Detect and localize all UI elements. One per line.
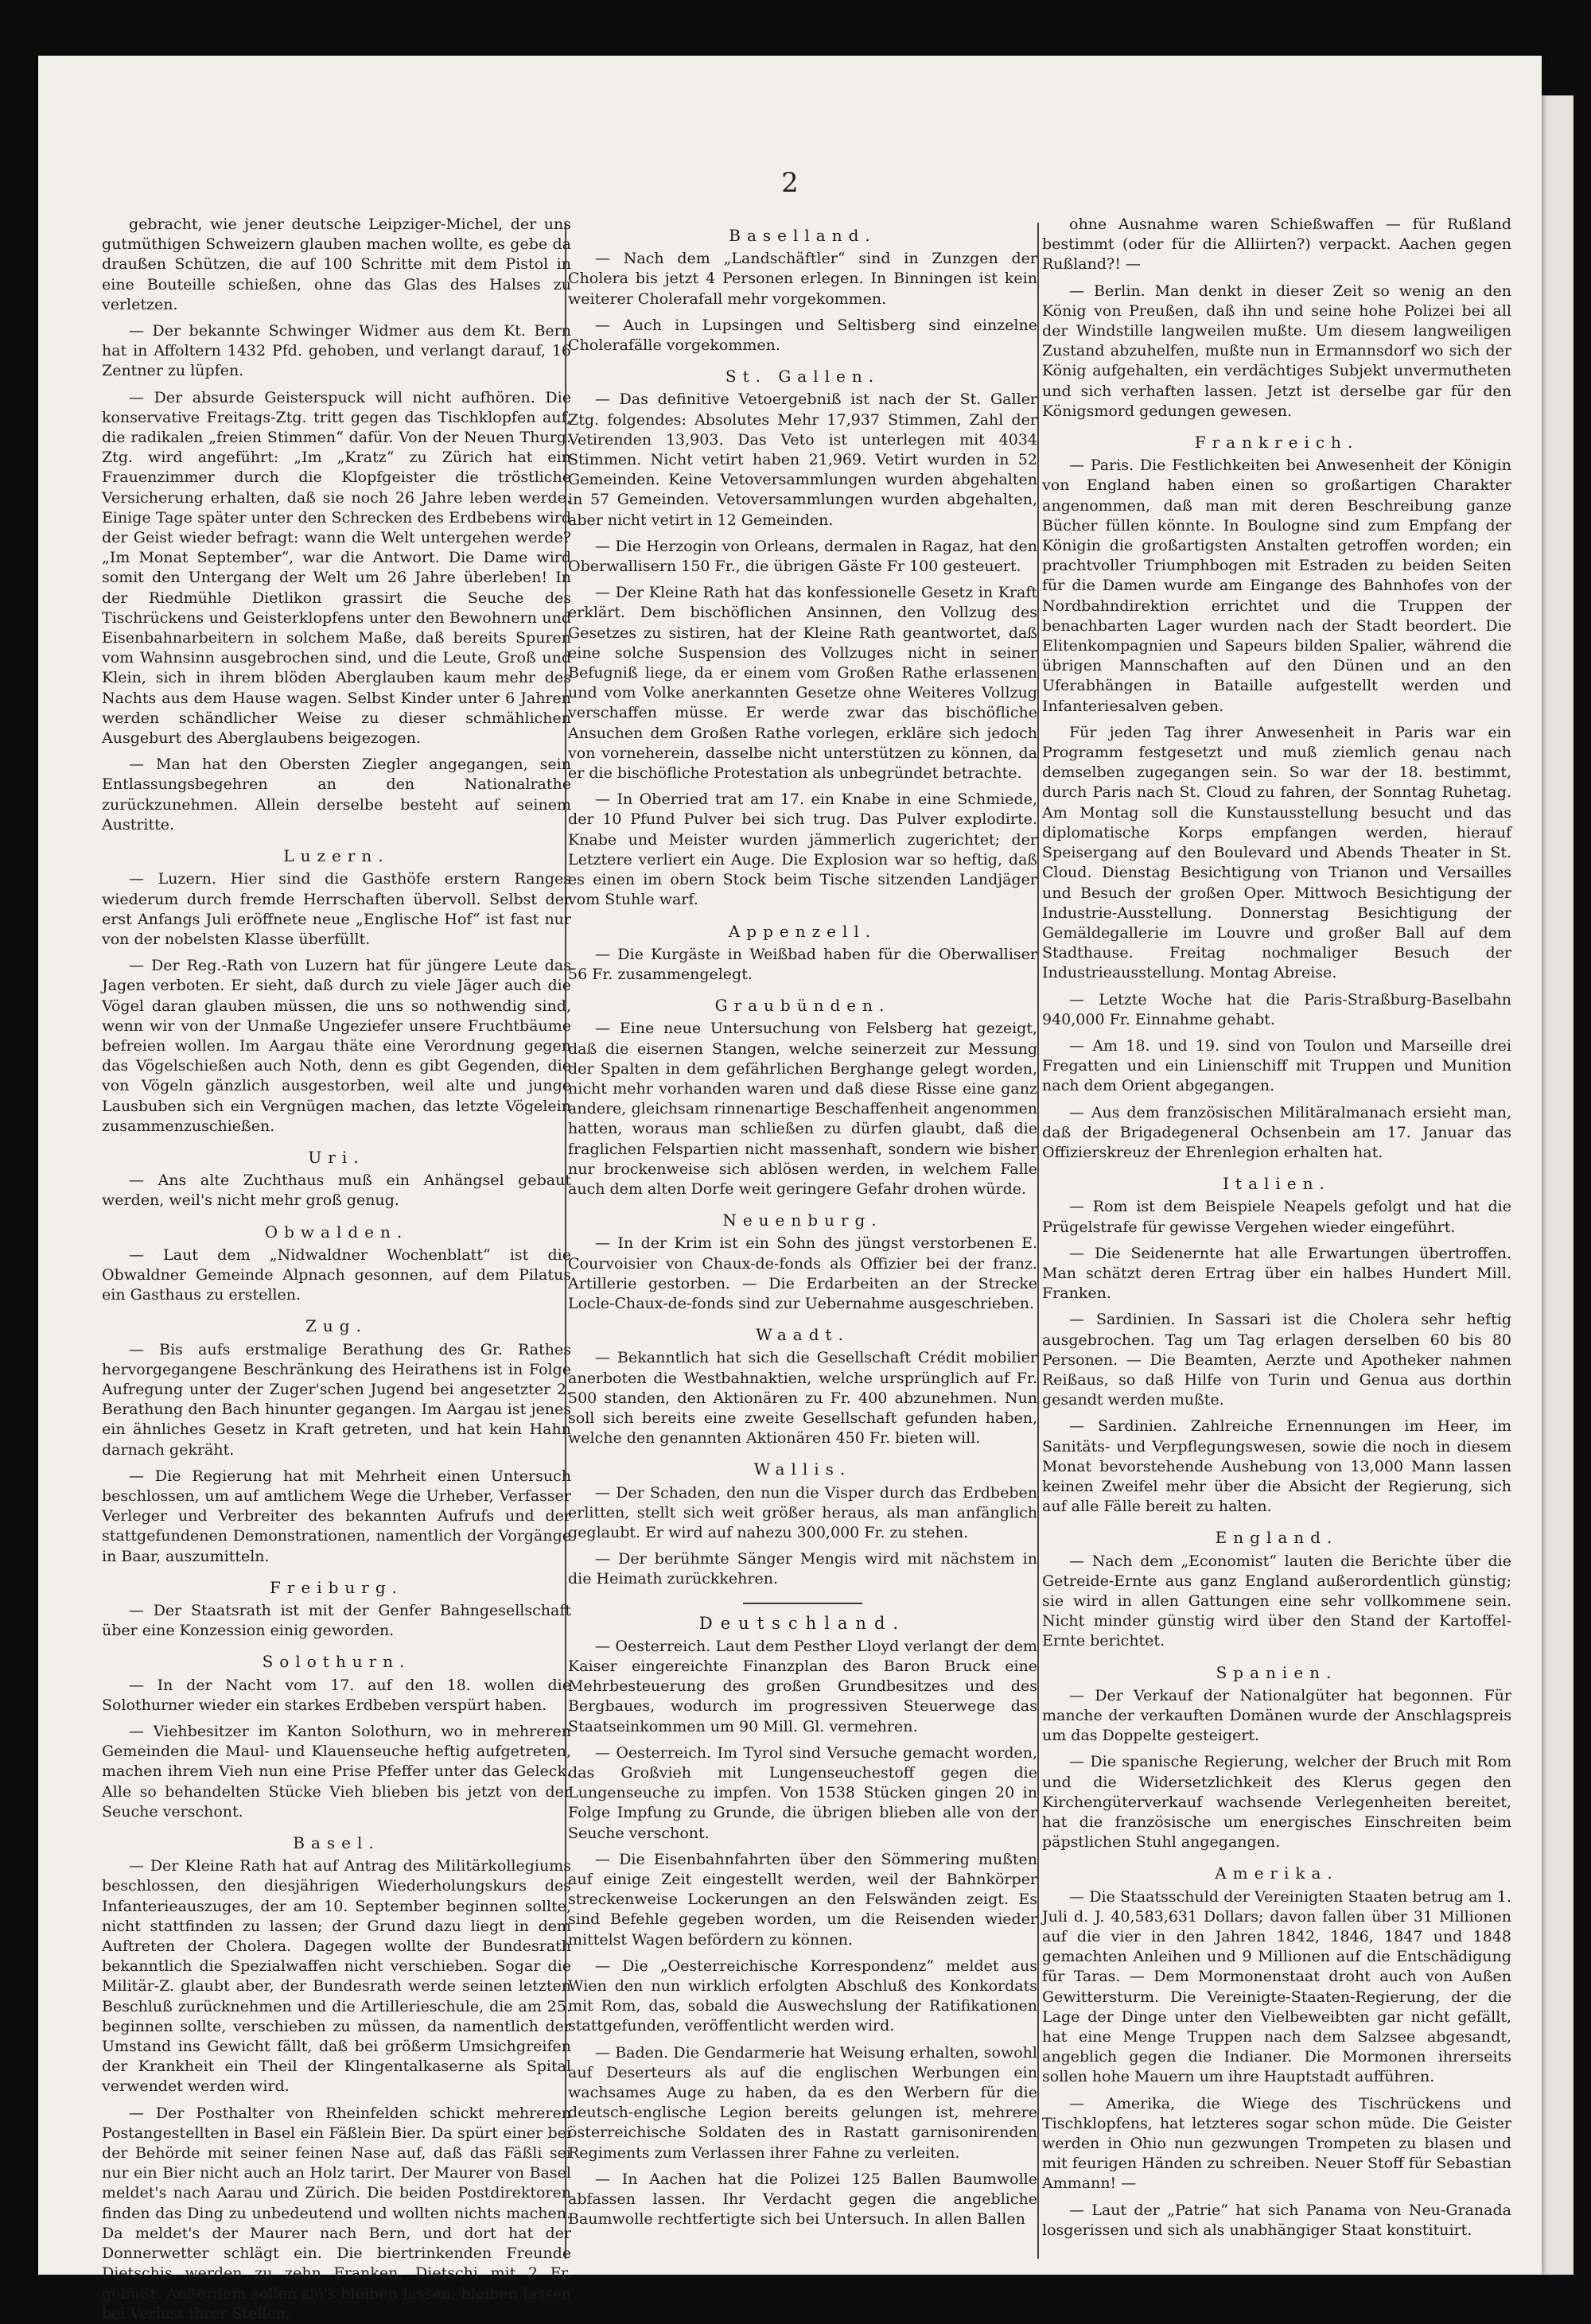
article-paragraph: — In Aachen hat die Polizei 125 Ballen Baumwolle abfassen lassen. Ihr Verdacht gegen die angebliche Baumwolle rechtfertigte sich bei Untersuch. In allen Ballen <box>568 2170 1037 2229</box>
article-paragraph: — Paris. Die Festlichkeiten bei Anwesenheit der Königin von England haben einen so großartigen Charakter angenommen, daß man mit deren Beschreibung ganze Bücher füllen könnte. In Boulogne sind zum Empfang der Königin die großartigsten Anstalten getroffen worden; ein prachtvoller Triumphbogen mit Estraden zu beiden Seiten für die Damen wurde am Eingange des Bahnhofes von der Nordbahndirektion errichtet und die Truppen der benachbarten Lager wurden nach der Stadt beordert. Die Elitenkompagnien und Sapeurs bilden Spalier, während die übrigen Mannschaften auf den Dünen und an den Uferabhängen in Bataille aufgestellt werden und Infanteriesalven geben. <box>1042 457 1511 715</box>
article-paragraph: ohne Ausnahme waren Schießwaffen — für Rußland bestimmt (oder für die Alliirten?) verpackt. Aachen gegen Rußland?! — <box>1042 216 1511 274</box>
article-paragraph: — Ans alte Zuchthaus muß ein Anhängsel gebaut werden, weil's nicht mehr groß genug. <box>102 1172 571 1210</box>
section-heading: England. <box>1215 1528 1339 1548</box>
column-3 <box>1042 215 1511 2259</box>
section-heading: Obwalden. <box>264 1222 409 1242</box>
article-paragraph: — Das definitive Vetoergebniß ist nach der St. Galler Ztg. folgendes: Absolutes Mehr 17,937 Stimmen, Zahl der Vetirenden 13,903. Das Veto ist unterlegen mit 4034 Stimmen. Nicht vetirt haben 21,969. Vetirt wurden in 52 Gemeinden. Keine Vetoversammlungen wurden abgehalten in 57 Gemeinden. Vetoversammlungen wurden abgehalten, aber nicht vetirt in 12 Gemeinden. <box>568 391 1037 529</box>
section-heading: Frankreich. <box>1194 433 1360 453</box>
article-paragraph: — Der absurde Geisterspuck will nicht aufhören. Die konservative Freitags-Ztg. tritt gegen das Tischklopfen auf, die radikalen „freien Stimmen“ dafür. Von der Neuen Thurg. Ztg. wird angeführt: „Im „Kratz“ zu Zürich hat ein Frauenzimmer durch die Klopfgeister die tröstliche Versicherung erhalten, daß sie noch 26 Jahre leben werde. Einige Tage später unter den Schrecken des Erdbebens wird der Geist wieder befragt: wann die Welt untergehen werde? „Im Monat September“, war die Antwort. Die Dame wird somit den Untergang der Welt um 26 Jahre überleben! In der Riedmühle Dietlikon grassirt die Seuche des Tischrückens und Geisterklopfens unter den Bewohnern und Eisenbahnarbeitern in solchem Maße, daß bereits Spuren vom Wahnsinn ausgebrochen sind, und die Leute, Groß und Klein, sich in ihrem blöden Aberglauben kaum mehr des Nachts aus dem Hause wagen. Selbst Kinder unter 6 Jahren werden schändlicher Weise zu dieser schmählichen Ausgeburt des Aberglaubens beigezogen. <box>102 388 571 748</box>
article-paragraph: — Luzern. Hier sind die Gasthöfe erstern Ranges wiederum durch fremde Herrschaften übervoll. Selbst der erst Anfangs Juli eröffnete neue „Englische Hof“ ist fast nur von der nobelsten Klasse überfüllt. <box>102 870 571 948</box>
article-paragraph: — Der Staatsrath ist mit der Genfer Bahngesellschaft über eine Konzession einig geworden. <box>102 1602 571 1640</box>
section-heading: Appenzell. <box>728 921 877 941</box>
section-heading: Uri. <box>308 1147 365 1167</box>
article-paragraph: — Die Eisenbahnfahrten über den Sömmering mußten auf einige Zeit eingestellt werden, weil der Bahnkörper streckenweise Lockerungen an den Felswänden zeigt. Es sind Befehle gegeben worden, um die Reisenden wieder mittelst Wagen befördern zu können. <box>568 1850 1037 1949</box>
article-paragraph: — Eine neue Untersuchung von Felsberg hat gezeigt, daß die eisernen Stangen, welche seinerzeit zur Messung der Spalten in dem gefährlichen Berghange gelegt worden, nicht mehr vorhanden waren und daß diese Risse eine ganz andere, gleichsam rinnenartige Beschaffenheit angenommen hatten, woraus man schließen zu dürfen glaubt, daß die fraglichen Felspartien nicht massenhaft, sondern wie bisher nur brockenweise sich ablösen werden, in welchem Falle auch dem alten Dorfe weit geringere Gefahr drohen würde. <box>568 1020 1037 1198</box>
section-heading: Graubünden. <box>714 996 891 1016</box>
article-paragraph: — Oesterreich. Im Tyrol sind Versuche gemacht worden, das Großvieh mit Lungenseuchestoff gegen die Lungenseuche zu impfen. Von 1538 Stücken gingen 20 in Folge Impfung zu Grunde, die übrigen blieben alle von der Seuche verschont. <box>568 1743 1037 1842</box>
page-number: 2 <box>781 167 799 199</box>
article-paragraph: — Die „Oesterreichische Korrespondenz“ meldet aus Wien den nun wirklich erfolgten Abschluß des Konkordats mit Rom, das, sobald die Auswechslung der Ratifikationen stattgefunden, veröffentlicht werden wird. <box>568 1957 1037 2035</box>
section-heading: Waadt. <box>756 1325 850 1345</box>
article-paragraph: — Die Staatsschuld der Vereinigten Staaten betrug am 1. Juli d. J. 40,583,631 Dollars; davon fallen über 31 Millionen auf die vier in den Jahren 1842, 1846, 1847 und 1848 gemachten Anleihen und 9 Millionen auf die Entschädigung für Taras. — Dem Mormonenstaat droht auch von Außen Gewittersturm. Die Vereinigte-Staaten-Regierung, der die Lage der Dinge unter den Vielbeweibten gar nicht gefällt, hat eine Menge Truppen nach dem Salzsee abgesandt, angeblich gegen die Indianer. Die Mormonen ihrerseits sollen hohe Mauern um ihre Hauptstadt aufführen. <box>1042 1887 1511 2086</box>
column-2 <box>568 215 1037 2259</box>
article-paragraph: — Baden. Die Gendarmerie hat Weisung erhalten, sowohl auf Deserteurs als auf die englischen Werbungen ein wachsames Auge zu haben, da es den Werbern für die deutsch-englische Legion bereits gelungen ist, mehrere österreichische Soldaten des in Rastatt garnisonirenden Regiments zum Verlassen ihrer Fahne zu verleiten. <box>568 2043 1037 2162</box>
article-paragraph: — Nach dem „Economist“ lauten die Berichte über die Getreide-Ernte aus ganz England außerordentlich günstig; sie wird in allen Gattungen eine sehr vollkommene sein. Nicht minder günstig wird über den Stand der Kartoffel-Ernte berichtet. <box>1042 1552 1511 1650</box>
section-heading: Solothurn. <box>262 1652 411 1672</box>
article-paragraph: — Aus dem französischen Militäralmanach ersieht man, daß der Brigadegeneral Ochsenbein am 17. Januar das Offizierskreuz der Ehrenlegion erhalten hat. <box>1042 1103 1511 1161</box>
article-paragraph: — Viehbesitzer im Kanton Solothurn, wo in mehreren Gemeinden die Maul- und Klauenseuche heftig aufgetreten, machen ihrem Vieh nun eine Prise Pfeffer unter das Geleck. Alle so behandelten Stücke Vieh blieben bis jetzt von der Seuche verschont. <box>102 1723 571 1821</box>
article-paragraph: — Der berühmte Sänger Mengis wird mit nächstem in die Heimath zurückkehren. <box>568 1550 1037 1588</box>
article-paragraph: — Der Kleine Rath hat auf Antrag des Militärkollegiums beschlossen, den diesjährigen Wiederholungskurs des Infanterieauszuges, der am 10. September beginnen sollte, nicht stattfinden zu lassen; der Grund dazu liegt in dem Auftreten der Cholera. Dagegen wollte der Bundesrath bekanntlich die Spezialwaffen nicht verschieben. Sogar die Militär-Z. glaubt aber, der Bundesrath werde seinen letzten Beschluß zurücknehmen und die Artillerieschule, die am 25. beginnen sollte, verschieben zu müssen, da namentlich der Umstand ins Gewicht fällt, daß bei größerm Umsichgreifen der Krankheit ein Theil der Klingentalkaserne als Spital verwendet werden wird. <box>102 1857 571 2096</box>
article-paragraph: — Auch in Lupsingen und Seltisberg sind einzelne Cholerafälle vorgekommen. <box>568 316 1037 355</box>
article-paragraph: — Die Herzogin von Orleans, dermalen in Ragaz, hat den Oberwallisern 150 Fr., die übrigen Gäste Fr 100 gesteuert. <box>568 537 1037 576</box>
section-heading: Spanien. <box>1216 1662 1338 1682</box>
column-1 <box>102 215 571 2322</box>
article-paragraph: — Bekanntlich hat sich die Gesellschaft Crédit mobilier anerboten die Westbahnaktien, welche ursprünglich auf Fr. 500 standen, den Aktionären zu Fr. 400 abzunehmen. Nun soll sich bereits eine zweite Gesellschaft gefunden haben, welche den genannten Aktionären 450 Fr. bieten will. <box>568 1349 1037 1448</box>
article-paragraph: — Sardinien. Zahlreiche Ernennungen im Heer, im Sanitäts- und Verpflegungswesen, sowie die noch in diesem Monat bevorstehende Aushebung von 13,000 Mann lassen keinen Zweifel mehr über die Absicht der Regierung, sich auf alle Fälle bereit zu halten. <box>1042 1417 1511 1516</box>
section-heading: Neuenburg. <box>722 1211 883 1230</box>
article-paragraph: — Der Kleine Rath hat das konfessionelle Gesetz in Kraft erklärt. Dem bischöflichen Ansinnen, den Vollzug des Gesetzes zu sistiren, hat der Kleine Rath geantwortet, daß eine solche Suspension des Vollzuges nicht in seiner Befugniß liege, da er einem vom Großen Rathe erlassenen und vom Volke anerkannten Gesetze ohne Weiteres Vollzug verschaffen müsse. Er werde zwar das bischöfliche Ansuchen dem Großen Rathe vorlegen, erkläre sich jedoch von vorneherein, dasselbe nicht unterstützen zu können, da er die bischöfliche Protestation als unbegründet betrachte. <box>568 584 1037 783</box>
article-paragraph: — Rom ist dem Beispiele Neapels gefolgt und hat die Prügelstrafe für gewisse Vergehen wieder eingeführt. <box>1042 1198 1511 1236</box>
article-paragraph: — Berlin. Man denkt in dieser Zeit so wenig an den König von Preußen, daß ihn und seine hohe Polizei bei all der Windstille langweilen mußte. Um diesem langweiligen Zustand abzuhelfen, mußte nun in Ermannsdorf wo sich der König aufgehalten, ein verdächtiges Subjekt unvermutheten und sich verhaften lassen. Jetzt ist derselbe gar für den Königsmord gedungen gewesen. <box>1042 282 1511 420</box>
article-paragraph: — Der Schaden, den nun die Visper durch das Erdbeben erlitten, stellt sich weit größer heraus, als man anfänglich geglaubt. Er wird auf nahezu 300,000 Fr. zu stehen. <box>568 1483 1037 1541</box>
article-paragraph: — Nach dem „Landschäftler“ sind in Zunzgen der Cholera bis jetzt 4 Personen erlegen. In Binningen ist kein weiterer Cholerafall mehr vorgekommen. <box>568 250 1037 308</box>
section-heading: Luzern. <box>283 846 390 866</box>
article-paragraph: gebracht, wie jener deutsche Leipziger-Michel, der uns gutmüthigen Schweizern glauben machen wollte, es gebe da draußen Schützen, die auf 100 Schritte mit dem Pistol in eine Bouteille schießen, ohne das Glas des Halses zu verletzen. <box>102 216 571 313</box>
section-heading: St. Gallen. <box>725 367 881 387</box>
section-heading: Amerika. <box>1215 1863 1339 1883</box>
column-rule <box>1037 223 1039 2259</box>
section-heading: Baselland. <box>729 226 877 245</box>
article-paragraph: — Die Kurgäste in Weißbad haben für die Oberwalliser 56 Fr. zusammengelegt. <box>568 945 1037 983</box>
article-paragraph: Für jeden Tag ihrer Anwesenheit in Paris war ein Programm festgesetzt und muß ziemlich genau nach demselben zugegangen sein. So war der 18. bestimmt, durch Paris nach St. Cloud zu fahren, der Sonntag Ruhetag. Am Montag soll die Kunstausstellung besucht und das diplomatische Korps empfangen werden, hierauf Speisergang auf den Boulevard und Abends Theater in St. Cloud. Dienstag Besichtigung von Trianon und Versailles und Besuch der großen Oper. Mittwoch Besichtigung der Industrie-Ausstellung. Donnerstag Besichtigung der Gemäldegallerie im Louvre und großer Ball auf dem Stadthause. Freitag nochmaliger Besuch der Industrieausstellung. Montag Abreise. <box>1042 723 1511 982</box>
article-paragraph: — Laut dem „Nidwaldner Wochenblatt“ ist die Obwaldner Gemeinde Alpnach gesonnen, auf dem Pilatus ein Gasthaus zu erstellen. <box>102 1246 571 1304</box>
article-paragraph: — Der Posthalter von Rheinfelden schickt mehreren Postangestellten in Basel ein Fäßlein Bier. Da spürt einer bei der Behörde mit seiner feinen Nase auf, daß das Fäßli sei nur ein Bier nicht auch an Holz tarirt. Der Maurer von Basel meldet's nach Aarau und Zürich. Die beiden Postdirektoren finden das Ding zu unbedeutend und wollten nichts machen. Da meldet's der Maurer nach Bern, und dort hat der Donnerwetter schlägt ein. Die biertrinkenden Freunde Dietschis werden zu zehn Franken, Dietschi mit 2 Fr. gebüßt. Außerdem sollen sie's bleiben lassen, bleiben lassen bei Verlust ihrer Stellen. <box>102 2104 571 2322</box>
section-heading: Italien. <box>1223 1174 1331 1194</box>
article-paragraph: — Der Verkauf der Nationalgüter hat begonnen. Für manche der verkauften Domänen wurde der Anschlagspreis um das Doppelte gesteigert. <box>1042 1686 1511 1745</box>
article-paragraph: — Die Seidenernte hat alle Erwartungen übertroffen. Man schätzt deren Ertrag über ein halbes Hundert Mill. Franken. <box>1042 1244 1511 1303</box>
article-paragraph: — Der Reg.-Rath von Luzern hat für jüngere Leute das Jagen verboten. Er sieht, daß durch zu viele Jäger auch die Vögel daran glauben müssen, die uns so nothwendig sind, wenn wir von der Unmaße Ungeziefer unsere Fruchtbäume befreien wollen. Im Aargau thäte eine Verordnung gegen das Vögelschießen auch Noth, denn es gibt Gegenden, die von Vögeln gänzlich ausgestorben, weil alte und junge Lausbuben sich ein Vergnügen machen, das letzte Vögelein zusammenzuschießen. <box>102 957 571 1135</box>
article-paragraph: — Bis aufs erstmalige Berathung des Gr. Rathes hervorgegangene Beschränkung des Heirathens ist in Folge Aufregung unter der Zuger'schen Jugend bei angesetzter 2. Berathung den Bach hinunter gegangen. Im Aargau ist jenes ein ähnliches Gesetz in Kraft getreten, und hat kein Hahn darnach gekräht. <box>102 1340 571 1459</box>
article-paragraph: — In der Krim ist ein Sohn des jüngst verstorbenen E. Courvoisier von Chaux-de-fonds als Offizier bei der franz. Artillerie gestorben. — Die Erdarbeiten an der Strecke Locle-Chaux-de-fonds sind zur Uebernahme ausgeschrieben. <box>568 1234 1037 1312</box>
section-heading: Deutschland. <box>698 1613 907 1633</box>
newspaper-page <box>38 56 1542 2322</box>
article-paragraph: — Der bekannte Schwinger Widmer aus dem Kt. Bern hat in Affoltern 1432 Pfd. gehoben, und verlangt darauf, 16 Zentner zu lüpfen. <box>102 322 571 380</box>
section-heading: Wallis. <box>753 1459 852 1479</box>
section-heading: Zug. <box>305 1316 368 1336</box>
article-paragraph: — Die spanische Regierung, welcher der Bruch mit Rom und die Widersetzlichkeit des Klerus gegen den Kirchengüterverkauf wachsende Verlegenheiten bereitet, hat die französische um energisches Einschreiten beim päpstlichen Stuhl angegangen. <box>1042 1753 1511 1852</box>
article-paragraph: — Die Regierung hat mit Mehrheit einen Untersuch beschlossen, um auf amtlichem Wege die Urheber, Verfasser Verleger und Verbreiter des bekannten Aufrufs und der stattgefundenen Demonstrationen, namentlich der Vorgänge in Baar, auszumitteln. <box>102 1467 571 1565</box>
article-paragraph: — In der Nacht vom 17. auf den 18. wollen die Solothurner wieder ein starkes Erdbeben verspürt haben. <box>102 1676 571 1714</box>
article-paragraph: — Letzte Woche hat die Paris-Straßburg-Baselbahn 940,000 Fr. Einnahme gehabt. <box>1042 990 1511 1028</box>
article-paragraph: — Am 18. und 19. sind von Toulon und Marseille drei Fregatten und ein Linienschiff mit Truppen und Munition nach dem Orient abgegangen. <box>1042 1036 1511 1095</box>
section-heading: Basel. <box>293 1833 380 1853</box>
article-paragraph: — Laut der „Patrie“ hat sich Panama von Neu-Granada losgerissen und sich als unabhängiger Staat konstituirt. <box>1042 2201 1511 2239</box>
article-paragraph: — In Oberried trat am 17. ein Knabe in eine Schmiede, der 10 Pfund Pulver bei sich trug. Das Pulver explodirte. Knabe und Meister wurden jämmerlich zugerichtet; der Letztere verliert ein Auge. Die Explosion war so heftig, daß es einen im obern Stock beim Tische sitzenden Landjäger vom Stuhle warf. <box>568 791 1037 909</box>
section-separator <box>743 1603 862 1604</box>
article-paragraph: — Sardinien. In Sassari ist die Cholera sehr heftig ausgebrochen. Tag um Tag erlagen derselben 60 bis 80 Personen. — Die Beamten, Aerzte und Apotheker nahmen Reißaus, so daß Hilfe von Turin und Genua aus dorthin gesandt werden mußte. <box>1042 1311 1511 1409</box>
section-heading: Freiburg. <box>269 1577 404 1597</box>
article-paragraph: — Amerika, die Wiege des Tischrückens und Tischklopfens, hat letzteres sogar schon müde. Die Geister werden in Ohio nun gezwungen Trompeten zu blasen und mit feurigen Händen zu schreiben. Neuer Stoff für Sebastian Ammann! — <box>1042 2094 1511 2193</box>
article-paragraph: — Oesterreich. Laut dem Pesther Lloyd verlangt der dem Kaiser eingereichte Finanzplan des Baron Bruck eine Mehrbesteuerung des großen Grundbesitzes und des Bergbaues, wodurch im progressiven Steuerwege das Staatseinkommen um 90 Mill. Gl. vermehren. <box>568 1637 1037 1735</box>
page-edge <box>1542 95 1573 2275</box>
article-paragraph: — Man hat den Obersten Ziegler angegangen, sein Entlassungsbegehren an den Nationalrathe zurückzunehmen. Allein derselbe besteht auf seinem Austritte. <box>102 756 571 834</box>
